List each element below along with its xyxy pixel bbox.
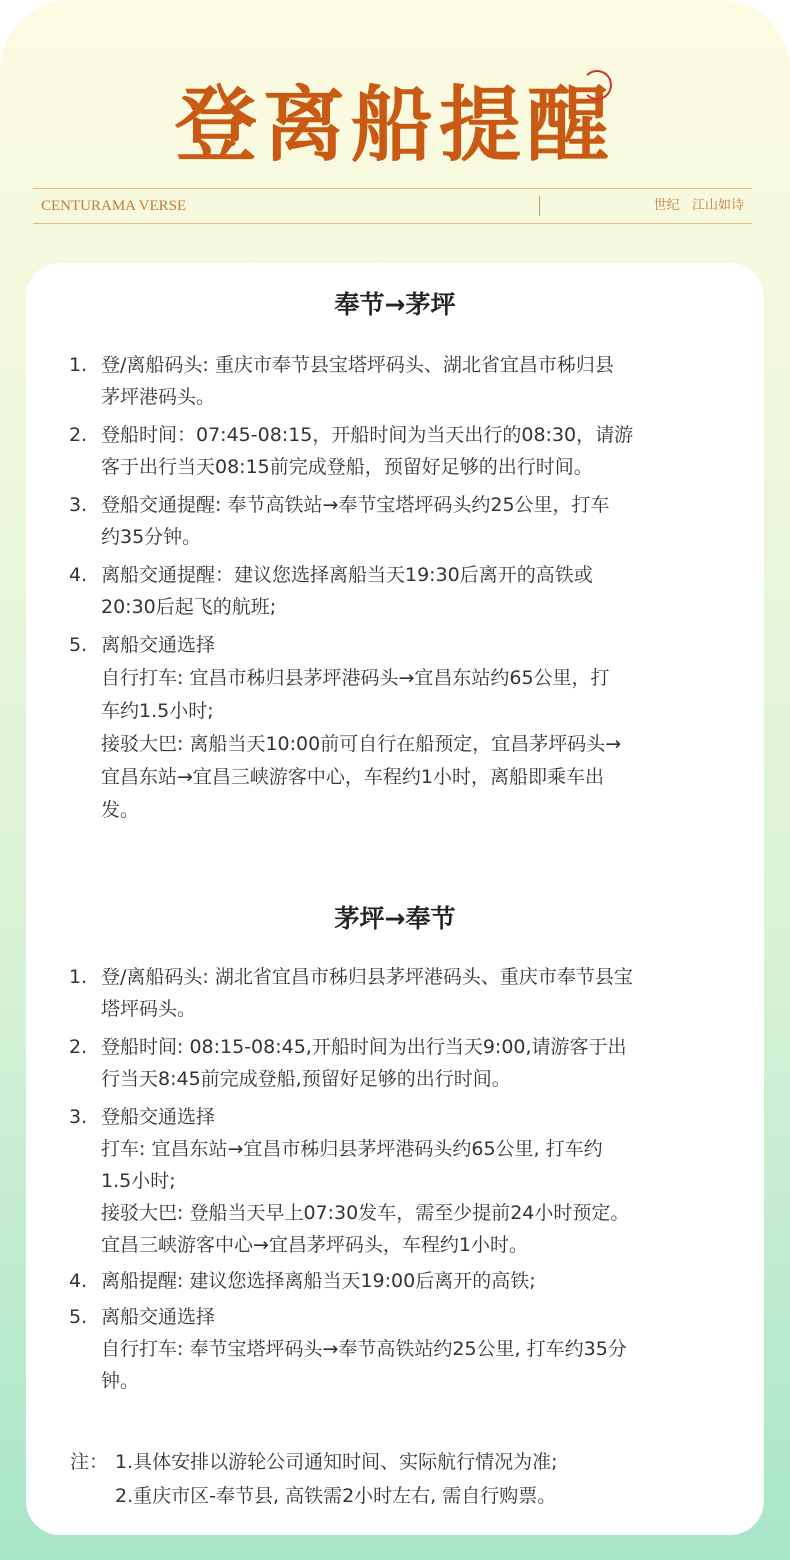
title-area (0, 70, 790, 180)
item-number: 2. (69, 424, 88, 446)
item-line: 塔坪码头。 (101, 998, 197, 1020)
item-line: 钟。 (101, 1370, 140, 1392)
footnote-label: 注： (70, 1451, 109, 1473)
item-line: 登船交通选择 (101, 1106, 216, 1128)
list-item (26, 349, 764, 413)
item-line: 1.5小时; (101, 1170, 176, 1192)
item-line: 登船时间：07:45-08:15，开船时间为当天出行的08:30，请游 (101, 424, 634, 446)
item-line: 约35分钟。 (101, 526, 202, 548)
item-number: 5. (69, 1306, 88, 1328)
item-number: 3. (69, 494, 88, 516)
item-line: 登/离船码头: 重庆市奉节县宝塔坪码头、湖北省宜昌市秭归县 (101, 354, 614, 376)
list-item (26, 961, 764, 1025)
item-line: 接驳大巴: 离船当天10:00前可自行在船预定，宜昌茅坪码头→ (101, 733, 622, 755)
item-number: 4. (69, 564, 88, 586)
item-line: 离船交通选择 (101, 1306, 216, 1328)
section-title-fengjie-maoping: 奉节→茅坪 (334, 290, 456, 319)
list-item (26, 559, 764, 623)
item-line: 登船时间: 08:15-08:45,开船时间为出行当天9:00,请游客于出 (101, 1036, 627, 1058)
list-item (26, 489, 764, 553)
item-number: 1. (69, 966, 88, 988)
item-line: 接驳大巴: 登船当天早上07:30发车，需至少提前24小时预定。 (101, 1202, 630, 1224)
item-line: 行当天8:45前完成登船,预留好足够的出行时间。 (101, 1068, 511, 1090)
item-line: 20:30后起飞的航班; (101, 596, 277, 618)
brand-chinese: 世纪 江山如诗 (653, 198, 744, 213)
brand-english: CENTURAMA VERSE (41, 198, 187, 214)
item-number: 5. (69, 634, 88, 656)
section-list-fengjie-maoping (26, 349, 764, 827)
item-line: 客于出行当天08:15前完成登船，预留好足够的出行时间。 (101, 456, 593, 478)
section-list-maoping-fengjie (26, 961, 764, 1397)
item-line: 离船交通提醒：建议您选择离船当天19:30后离开的高铁或 (101, 564, 593, 586)
item-line: 登船交通提醒: 奉节高铁站→奉节宝塔坪码头约25公里，打车 (101, 494, 610, 516)
list-item (26, 1265, 764, 1297)
list-item (26, 1031, 764, 1095)
list-item (26, 419, 764, 483)
footnote-line: 1.具体安排以游轮公司通知时间、实际航行情况为准; (115, 1451, 558, 1473)
item-line: 宜昌三峡游客中心→宜昌茅坪码头，车程约1小时。 (101, 1234, 529, 1256)
item-line: 登/离船码头: 湖北省宜昌市秭归县茅坪港码头、重庆市奉节县宝 (101, 966, 633, 988)
item-line: 自行打车: 奉节宝塔坪码头→奉节高铁站约25公里, 打车约35分 (101, 1338, 627, 1360)
item-line: 自行打车: 宜昌市秭归县茅坪港码头→宜昌东站约65公里，打 (101, 667, 610, 689)
item-number: 3. (69, 1106, 88, 1128)
item-line: 离船提醒: 建议您选择离船当天19:00后离开的高铁; (101, 1270, 536, 1292)
item-line: 茅坪港码头。 (101, 386, 216, 408)
item-line: 车约1.5小时; (101, 700, 214, 722)
list-item (26, 1101, 764, 1261)
item-line: 打车: 宜昌东站→宜昌市秭归县茅坪港码头约65公里, 打车约 (101, 1138, 603, 1160)
item-line: 发。 (101, 799, 140, 821)
footnote-line: 2.重庆市区-奉节县, 高铁需2小时左右, 需自行购票。 (115, 1485, 557, 1507)
list-item (26, 1301, 764, 1397)
seal-stamp-icon (582, 70, 612, 100)
item-number: 2. (69, 1036, 88, 1058)
list-item (26, 629, 764, 827)
content-card (26, 263, 764, 1535)
page-title: 登离船提醒 (174, 77, 615, 173)
item-line: 离船交通选择 (101, 634, 216, 656)
band-divider (539, 196, 540, 216)
footnote (70, 1445, 558, 1513)
item-number: 1. (69, 354, 88, 376)
item-number: 4. (69, 1270, 88, 1292)
brand-band (33, 188, 752, 224)
section-title-maoping-fengjie: 茅坪→奉节 (334, 904, 456, 933)
item-line: 宜昌东站→宜昌三峡游客中心，车程约1小时，离船即乘车出 (101, 766, 605, 788)
